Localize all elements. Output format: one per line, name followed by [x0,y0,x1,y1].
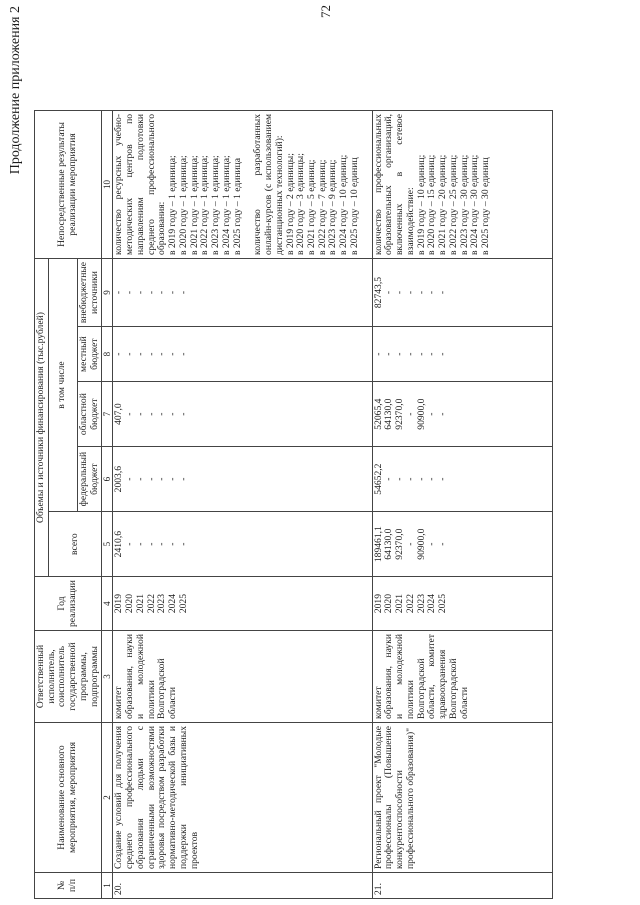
col-number: 2 [102,723,113,873]
regional-value: - [177,412,189,416]
federal-value: - [177,477,189,481]
external-cell [113,258,372,326]
col-number: 5 [102,512,113,577]
result-intro: количество ресурсных учебно-методических центров по направлениям подготовки среднего профессионального образования: [113,113,168,255]
total-value: 92370,0 [394,528,406,560]
header-external: внебюджетные источники [77,258,101,326]
external-cell [372,258,552,326]
result-intro: количество разработанных онлайн-курсов (с использованием дистанционных технологий): [252,113,285,255]
total-value: - [156,542,168,546]
header-local: местный бюджет [77,327,101,382]
page-number: 72 [318,5,333,18]
local-value: - [426,352,438,356]
years-cell [372,577,552,631]
external-value: - [415,290,427,295]
column-numbers-row [102,110,113,898]
result-line: в 2025 году – 30 единиц [479,157,491,255]
result-line: в 2021 году – 20 единиц; [437,154,449,255]
total-value: 90900,0 [415,528,427,560]
total-value: 64130,0 [383,528,395,560]
year: 2020 [124,593,136,614]
local-value: - [372,352,384,356]
result-line: в 2020 году – 3 единицы; [295,153,307,255]
total-value: 2410,6 [113,530,125,558]
total-value: - [404,542,416,546]
external-value: - [383,290,395,295]
col-number: 7 [102,382,113,447]
result-line: в 2024 году – 1 единица; [220,155,232,255]
local-value: - [437,352,449,356]
local-value: - [145,352,157,356]
external-value: - [437,290,449,295]
result-line: в 2020 году – 15 единиц; [426,154,438,255]
results-cell [113,110,372,258]
result-line: в 2019 году – 2 единицы; [284,153,296,255]
regional-value: - [134,412,146,416]
result-line: в 2024 году – 10 единиц; [338,154,350,255]
header-year: Год реализации [35,577,102,631]
result-intro: количество профессиональных образовательных организаций, включенных в сетевое взаимодействие: [372,113,416,255]
year: 2021 [134,593,146,614]
header-federal: федеральный бюджет [77,447,101,512]
total-value: - [177,542,189,546]
local-value: - [156,352,168,356]
external-value: - [113,290,125,295]
federal-value: - [167,477,179,481]
row-number: 21. [372,873,552,899]
local-cell [372,327,552,382]
total-value: - [167,542,179,546]
federal-value: 54652,2 [372,463,384,495]
total-value: - [145,542,157,546]
regional-value: - [437,412,449,416]
year: 2019 [372,593,384,614]
year: 2023 [156,593,168,614]
year: 2024 [426,593,438,614]
executor: комитет образования, науки и молодежной политики Волгоградской области [113,631,372,723]
federal-value: - [383,477,395,481]
federal-value: 2003,6 [113,465,125,493]
external-value: - [145,290,157,295]
external-value: - [426,290,438,295]
col-number: 8 [102,327,113,382]
year: 2021 [394,593,406,614]
external-value: - [124,290,136,295]
years-cell [113,577,372,631]
federal-value: - [124,477,136,481]
result-line: в 2025 году – 1 единица [231,157,243,255]
regional-value: 52065,4 [372,398,384,430]
result-line: в 2021 году – 5 единиц; [305,159,317,255]
year: 2025 [437,593,449,614]
regional-value: 64130,0 [383,398,395,430]
local-value: - [394,352,406,356]
program-table [34,110,553,899]
col-number: 1 [102,873,113,899]
local-value: - [124,352,136,356]
external-value: - [177,290,189,295]
header-executor: Ответственный исполнитель, соисполнитель государственной программы, подпрограммы [35,631,102,723]
result-line: в 2025 году – 10 единиц [348,157,360,255]
total-value: - [134,542,146,546]
federal-value: - [437,477,449,481]
federal-cell [113,447,372,512]
external-value: - [134,290,146,295]
federal-value: - [156,477,168,481]
executor: комитет образования, науки и молодежной политики Волгоградской области, комитет здравоохранения Волгоградской области [372,631,552,723]
total-value: - [124,542,136,546]
local-value: - [404,352,416,356]
col-number: 6 [102,447,113,512]
external-value: - [167,290,179,295]
year: 2022 [145,593,157,614]
appendix-heading: Продолжение приложения 2 [8,6,23,175]
results-cell [372,110,552,258]
header-name: Наименование основного мероприятия, мероприятия [35,723,102,873]
total-value: - [437,542,449,546]
total-cell [113,512,372,577]
regional-value: - [404,412,416,416]
result-line: в 2019 году – 10 единиц; [415,154,427,255]
year: 2024 [167,593,179,614]
table-row [372,110,552,898]
regional-value: - [156,412,168,416]
regional-value: - [124,412,136,416]
total-value: 189461,1 [372,526,384,563]
rotated-page [6,6,640,899]
local-value: - [177,352,189,356]
regional-cell [113,382,372,447]
measure-name: Региональный проект "Молодые профессионалы (Повышение конкурентоспособности профессионального образования)" [372,723,552,873]
federal-value: - [404,477,416,481]
external-value: - [156,290,168,295]
result-block [114,114,243,255]
federal-value: - [426,477,438,481]
header-financing: Объемы и источники финансирования (тыс.рублей) [35,258,49,576]
result-line: в 2023 году – 30 единиц; [458,154,470,255]
local-value: - [167,352,179,356]
col-number: 3 [102,631,113,723]
header-incl: в том числе [48,258,77,511]
regional-value: 92370,0 [394,398,406,430]
result-line: в 2022 году – 25 единиц; [447,154,459,255]
table-row [113,110,372,898]
year: 2022 [404,593,416,614]
regional-cell [372,382,552,447]
regional-value: - [426,412,438,416]
result-line: в 2021 году – 1 единица; [188,155,200,255]
federal-value: - [145,477,157,481]
result-block [253,114,360,255]
local-value: - [113,352,125,356]
regional-value: - [167,412,179,416]
result-line: в 2023 году – 9 единиц; [327,159,339,255]
row-number: 20. [113,873,372,899]
federal-cell [372,447,552,512]
header-regional: областной бюджет [77,382,101,447]
local-value: - [383,352,395,356]
year: 2020 [383,593,395,614]
total-value: - [426,542,438,546]
result-line: в 2022 году – 1 единица; [199,155,211,255]
local-value: - [134,352,146,356]
col-number: 4 [102,577,113,631]
external-value: - [404,290,416,295]
result-line: в 2020 году – 1 единица; [177,155,189,255]
col-number: 10 [102,110,113,258]
external-value: - [394,290,406,295]
col-number: 9 [102,258,113,326]
result-line: в 2023 году – 1 единица; [210,155,222,255]
measure-name: Создание условий для получения среднего профессионального образования людьми с ограниченными возможностями здоровья посредством разработки нормативно-методической базы и поддержки инициативных проектов [113,723,372,873]
local-cell [113,327,372,382]
regional-value: - [145,412,157,416]
header-num: № п/п [35,873,102,899]
result-line: в 2022 году – 7 единиц; [316,159,328,255]
local-value: - [415,352,427,356]
result-line: в 2019 году – 1 единица; [167,155,179,255]
year: 2023 [415,593,427,614]
year: 2019 [113,593,125,614]
regional-value: 407,0 [113,403,125,425]
regional-value: 90900,0 [415,398,427,430]
result-line: в 2024 году – 30 единиц; [469,154,481,255]
total-cell [372,512,552,577]
header-results: Непосредственные результаты реализации мероприятия [35,110,102,258]
federal-value: - [394,477,406,481]
result-block [374,114,492,255]
federal-value: - [415,477,427,481]
federal-value: - [134,477,146,481]
external-value: 82743,5 [372,276,384,309]
year: 2025 [177,593,189,614]
header-total: всего [48,512,102,577]
